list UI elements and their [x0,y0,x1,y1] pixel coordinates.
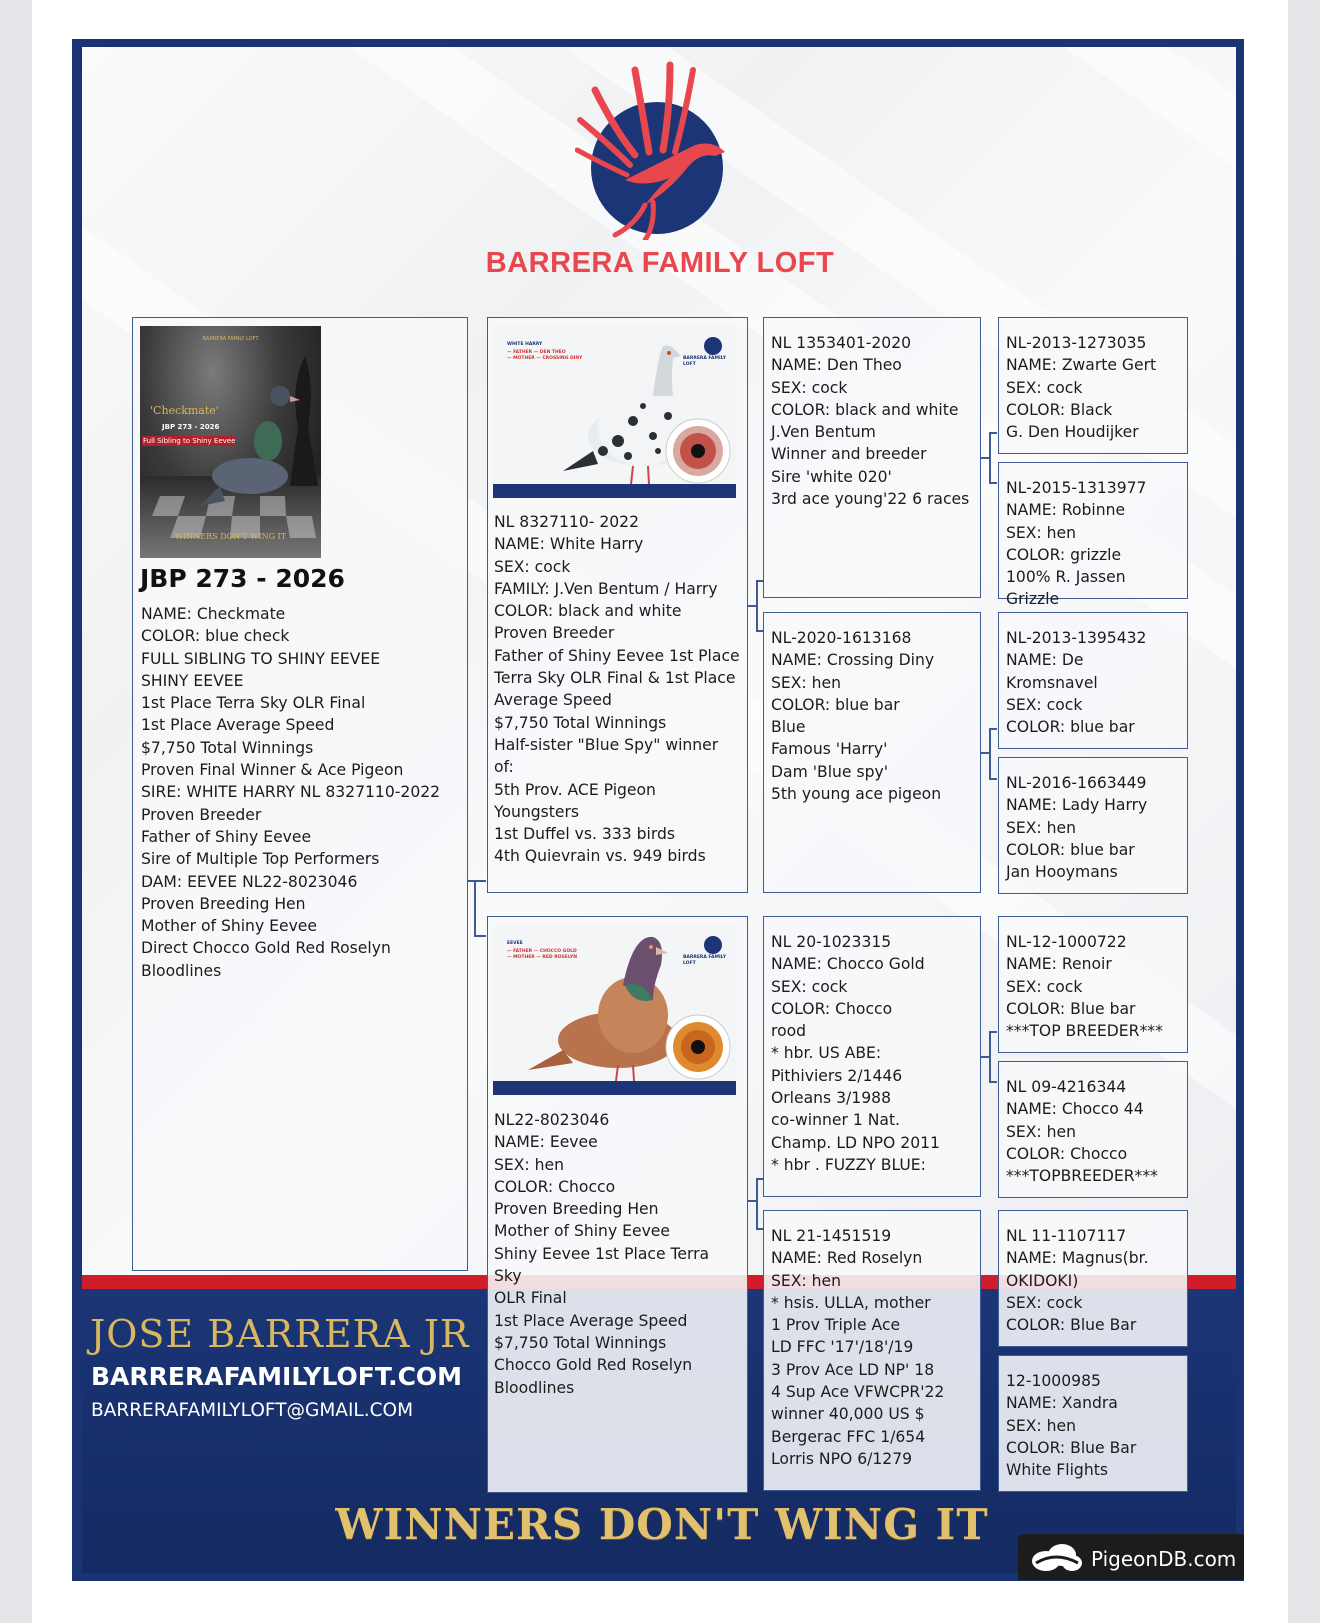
great-grandparent-card: NL-2013-1395432 NAME: De Kromsnavel SEX: cock COLOR: blue bar [998,612,1188,749]
website-link[interactable]: BARRERAFAMILYLOFT.COM [91,1362,463,1391]
main-bird-photo [140,326,321,558]
grandparent-card: NL 1353401-2020 NAME: Den Theo SEX: cock COLOR: black and white J.Ven Bentum Winner and breeder Sire 'white 020' 3rd ace young'22 6 races [763,317,981,598]
slogan: WINNERS DON'T WING IT [335,1500,989,1549]
sire-caption-title: WHITE HARRY [507,342,543,347]
sire-caption-brand: BARRERA FAMILY LOFT [683,356,727,367]
great-grandparent-card: NL-12-1000722 NAME: Renoir SEX: cock COLOR: Blue bar ***TOP BREEDER*** [998,916,1188,1053]
main-bird-ring: JBP 273 - 2026 [140,564,345,593]
great-grandparent-card: NL-2013-1273035 NAME: Zwarte Gert SEX: cock COLOR: Black G. Den Houdijker [998,317,1188,454]
main-photo-note: Full Sibling to Shiny Eevee [143,437,236,445]
loft-name: BARRERA FAMILY LOFT [485,247,835,279]
grandparent-card: NL 20-1023315 NAME: Chocco Gold SEX: cock COLOR: Chocco rood * hbr. US ABE: Pithiviers 2/1446 Orleans 3/1988 co-winner 1 Nat. Champ. LD NPO 2011 * hbr . FUZZY BLUE: [763,916,981,1197]
dam-caption-brand: BARRERA FAMILY LOFT [683,955,727,966]
dam-caption-father: — FATHER — CHOCCO GOLD [507,949,577,954]
phoenix-bird-logo-icon [575,60,745,240]
great-grandparent-card: 12-1000985 NAME: Xandra SEX: hen COLOR: Blue Bar White Flights [998,1355,1188,1492]
main-photo-brand: BARRERA FAMILY LOFT [202,336,259,342]
grandparent-card: NL 21-1451519 NAME: Red Roselyn SEX: hen * hsis. ULLA, mother 1 Prov Triple Ace LD FFC '17'/18'/19 3 Prov Ace LD NP' 18 4 Sup Ace VFWCPR'22 winner 40,000 US $ Bergerac FFC 1/654 Lorris NPO 6/1279 [763,1210,981,1491]
dam-caption-title: EEVEE [507,941,523,946]
pigeondb-label: PigeonDB.com [1091,1547,1237,1571]
sire-caption-father: — FATHER — DEN THEO [507,350,566,355]
main-bird-details: NAME: Checkmate COLOR: blue check FULL SIBLING TO SHINY EEVEE SHINY EEVEE 1st Place Terra Sky OLR Final 1st Place Average Speed $7,750 Total Winnings Proven Final Winner & Ace Pigeon SIRE: WHITE HARRY NL 8327110-2022 Proven Breeder Father of Shiny Eevee Sire of Multiple Top Performers DAM: EEVEE NL22-8023046 Proven Breeding Hen Mother of Shiny Eevee Direct Chocco Gold Red Roselyn Bloodlines [141,605,441,980]
cloud-logo-icon [1026,1541,1086,1573]
sire-photo [493,326,736,498]
grandparent-card: NL-2020-1613168 NAME: Crossing Diny SEX: hen COLOR: blue bar Blue Famous 'Harry' Dam 'Blue spy' 5th young ace pigeon [763,612,981,893]
great-grandparent-card: NL-2015-1313977 NAME: Robinne SEX: hen COLOR: grizzle 100% R. Jassen Grizzle [998,462,1188,599]
great-grandparent-card: NL-2016-1663449 NAME: Lady Harry SEX: hen COLOR: blue bar Jan Hooymans [998,757,1188,894]
main-photo-ring: JBP 273 - 2026 [162,423,220,431]
sire-details: NL 8327110- 2022 NAME: White Harry SEX: cock FAMILY: J.Ven Bentum / Harry COLOR: black and white Proven Breeder Father of Shiny Eevee 1st Place Terra Sky OLR Final & 1st Place Average Speed $7,750 Total Winnings Half-sister "Blue Spy" winner of: 5th Prov. ACE Pigeon Youngsters 1st Duffel vs. 333 birds 4th Quievrain vs. 949 birds [494,513,740,866]
main-photo-name: 'Checkmate' [150,404,219,417]
email-link[interactable]: BARRERAFAMILYLOFT@GMAIL.COM [91,1400,414,1421]
dam-photo [493,925,736,1095]
great-grandparent-card: NL 11-1107117 NAME: Magnus(br. OKIDOKI) SEX: cock COLOR: Blue Bar [998,1210,1188,1347]
great-grandparent-card: NL 09-4216344 NAME: Chocco 44 SEX: hen COLOR: Chocco ***TOPBREEDER*** [998,1061,1188,1198]
dam-caption-mother: — MOTHER — RED ROSELYN [507,955,578,960]
owner-name: JOSE BARRERA JR [90,1312,470,1356]
main-photo-slogan: WINNERS DON'T WING IT [174,532,287,541]
dam-details: NL22-8023046 NAME: Eevee SEX: hen COLOR: Chocco Proven Breeding Hen Mother of Shiny Eevee Shiny Eevee 1st Place Terra Sky OLR Final 1st Place Average Speed $7,750 Total Winnings Chocco Gold Red Roselyn Bloodlines [494,1111,710,1397]
sire-caption-mother: — MOTHER — CROSSING DINY [507,356,583,361]
